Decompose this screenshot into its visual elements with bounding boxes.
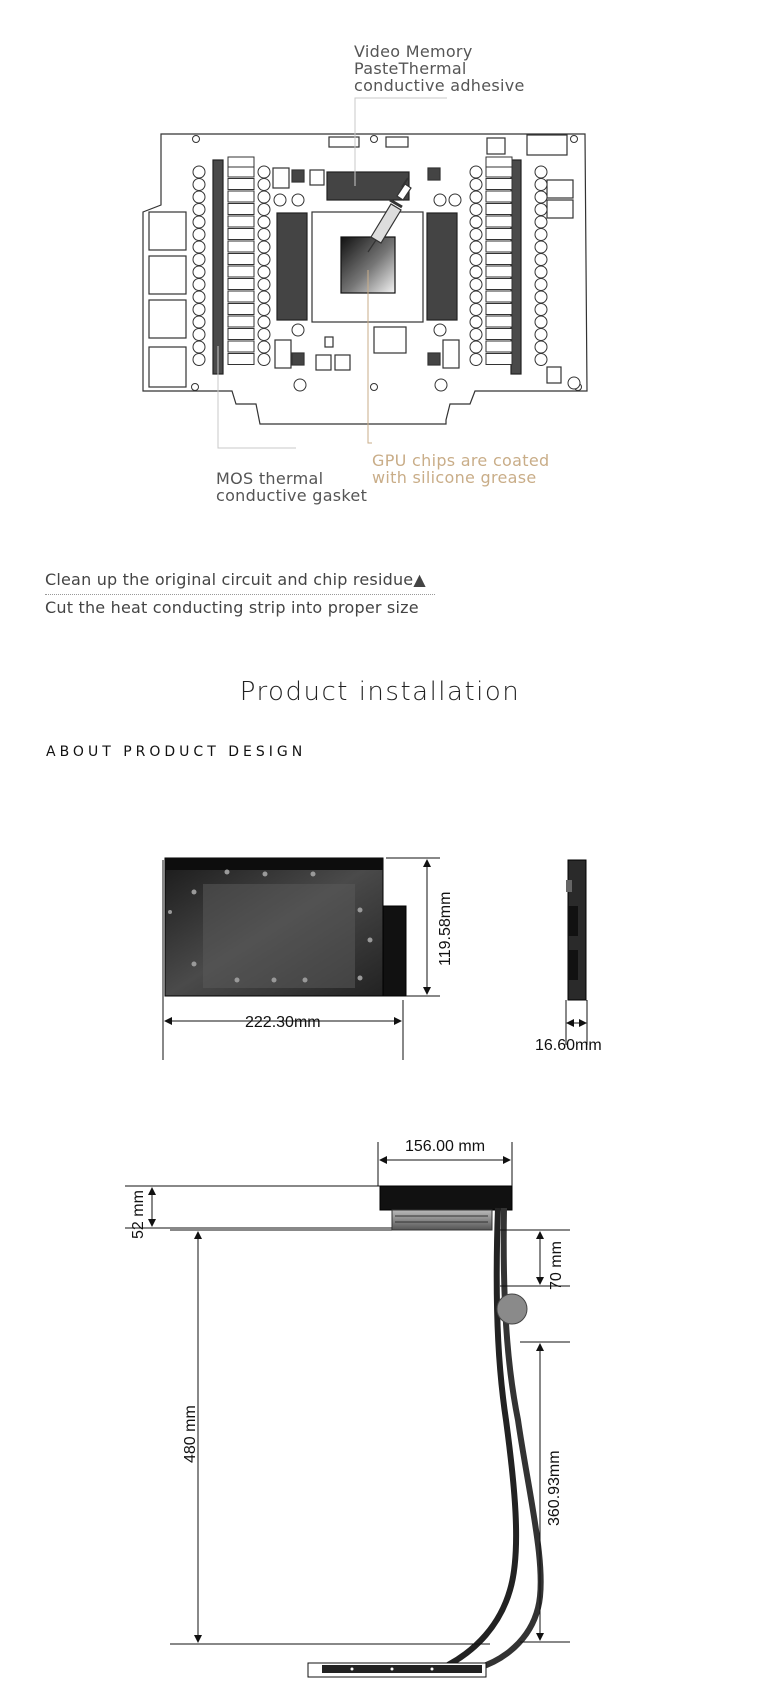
capacitor bbox=[193, 241, 205, 253]
mosfet bbox=[228, 266, 254, 277]
step-clean-up: Clean up the original circuit and chip residue▲ bbox=[45, 570, 426, 589]
mosfet bbox=[486, 254, 512, 265]
capacitor bbox=[193, 166, 205, 178]
mosfet bbox=[228, 279, 254, 290]
capacitor bbox=[193, 316, 205, 328]
mosfet bbox=[228, 191, 254, 202]
capacitor bbox=[258, 354, 270, 366]
capacitor bbox=[535, 179, 547, 191]
mosfet bbox=[228, 241, 254, 252]
callout-mos-line1: MOS thermal bbox=[216, 469, 324, 488]
capacitor bbox=[258, 341, 270, 353]
capacitor bbox=[435, 379, 447, 391]
step-cut-strip: Cut the heat conducting strip into proper size bbox=[45, 598, 419, 617]
capacitor bbox=[470, 191, 482, 203]
callout-memory-line2: PasteThermal bbox=[354, 59, 467, 78]
capacitor bbox=[193, 216, 205, 228]
dim-block-width: 156.00 mm bbox=[405, 1138, 486, 1155]
capacitor bbox=[434, 324, 446, 336]
dim-total-height: 480 mm bbox=[182, 1405, 199, 1463]
mosfet bbox=[228, 204, 254, 215]
dim-front-width: 222.30mm bbox=[245, 1014, 321, 1031]
capacitor bbox=[535, 316, 547, 328]
capacitor bbox=[258, 279, 270, 291]
capacitor bbox=[274, 194, 286, 206]
mosfet bbox=[228, 157, 254, 167]
capacitor bbox=[470, 216, 482, 228]
capacitor bbox=[535, 204, 547, 216]
mount-hole bbox=[571, 136, 578, 143]
capacitor bbox=[258, 191, 270, 203]
section-subtitle: ABOUT PRODUCT DESIGN bbox=[46, 744, 307, 760]
callout-gpu-line2: with silicone grease bbox=[372, 468, 537, 487]
mosfet bbox=[228, 316, 254, 327]
capacitor bbox=[535, 329, 547, 341]
dimension-drawing-install bbox=[0, 1120, 760, 1706]
capacitor bbox=[193, 291, 205, 303]
capacitor bbox=[193, 229, 205, 241]
capacitor bbox=[258, 241, 270, 253]
dim-tube-offset: 70 mm bbox=[548, 1241, 565, 1290]
capacitor bbox=[535, 241, 547, 253]
capacitor bbox=[292, 324, 304, 336]
capacitor bbox=[258, 229, 270, 241]
callout-gpu-line1: GPU chips are coated bbox=[372, 451, 550, 470]
mosfet bbox=[486, 279, 512, 290]
capacitor bbox=[535, 191, 547, 203]
capacitor bbox=[535, 229, 547, 241]
capacitor bbox=[470, 304, 482, 316]
capacitor bbox=[449, 194, 461, 206]
mosfet bbox=[228, 329, 254, 340]
capacitor bbox=[470, 266, 482, 278]
dim-block-height: 52 mm bbox=[130, 1190, 147, 1239]
capacitor bbox=[535, 279, 547, 291]
capacitor bbox=[470, 166, 482, 178]
step-divider bbox=[45, 594, 435, 595]
capacitor bbox=[193, 279, 205, 291]
capacitor bbox=[258, 266, 270, 278]
capacitor bbox=[535, 304, 547, 316]
mount-hole bbox=[371, 384, 378, 391]
radiator bbox=[380, 1186, 512, 1210]
mosfet bbox=[486, 241, 512, 252]
capacitor bbox=[193, 354, 205, 366]
mosfet bbox=[228, 229, 254, 240]
capacitor bbox=[535, 216, 547, 228]
callout-memory-line1: Video Memory bbox=[354, 42, 473, 61]
mosfet bbox=[228, 166, 254, 177]
callout-memory-line3: conductive adhesive bbox=[354, 76, 525, 95]
capacitor bbox=[292, 194, 304, 206]
capacitor bbox=[258, 304, 270, 316]
capacitor bbox=[193, 179, 205, 191]
section-title: Product installation bbox=[239, 677, 521, 707]
capacitor bbox=[470, 204, 482, 216]
capacitor bbox=[258, 316, 270, 328]
mosfet bbox=[228, 304, 254, 315]
mosfet bbox=[228, 254, 254, 265]
mosfet bbox=[486, 179, 512, 190]
mosfet bbox=[486, 291, 512, 302]
capacitor bbox=[193, 254, 205, 266]
callout-mos-line2: conductive gasket bbox=[216, 486, 368, 505]
capacitor bbox=[535, 341, 547, 353]
dimension-drawing-front bbox=[0, 840, 760, 1070]
capacitor bbox=[470, 279, 482, 291]
capacitor bbox=[258, 166, 270, 178]
mosfet bbox=[486, 229, 512, 240]
mosfet bbox=[486, 166, 512, 177]
capacitor bbox=[470, 179, 482, 191]
mosfet bbox=[228, 341, 254, 352]
capacitor bbox=[258, 291, 270, 303]
dim-front-height: 119.58mm bbox=[437, 891, 454, 966]
mount-hole bbox=[193, 136, 200, 143]
capacitor bbox=[470, 241, 482, 253]
capacitor bbox=[535, 166, 547, 178]
capacitor bbox=[258, 179, 270, 191]
capacitor bbox=[535, 354, 547, 366]
mosfet bbox=[486, 329, 512, 340]
dim-side-thickness: 16.60mm bbox=[535, 1037, 602, 1054]
mount-hole bbox=[192, 384, 199, 391]
mosfet bbox=[228, 291, 254, 302]
capacitor bbox=[470, 316, 482, 328]
dim-tube-length: 360.93mm bbox=[546, 1450, 563, 1526]
pump bbox=[497, 1294, 527, 1324]
mosfet bbox=[486, 216, 512, 227]
capacitor bbox=[568, 377, 580, 389]
mosfet bbox=[486, 157, 512, 167]
capacitor bbox=[535, 254, 547, 266]
capacitor bbox=[258, 204, 270, 216]
capacitor bbox=[470, 354, 482, 366]
mosfet bbox=[486, 204, 512, 215]
capacitor bbox=[470, 254, 482, 266]
capacitor bbox=[193, 204, 205, 216]
capacitor bbox=[193, 304, 205, 316]
mount-hole bbox=[371, 136, 378, 143]
mosfet bbox=[486, 266, 512, 277]
capacitor bbox=[470, 229, 482, 241]
capacitor bbox=[193, 329, 205, 341]
mosfet bbox=[486, 316, 512, 327]
capacitor bbox=[193, 191, 205, 203]
capacitor bbox=[258, 254, 270, 266]
capacitor bbox=[470, 291, 482, 303]
capacitor bbox=[258, 329, 270, 341]
capacitor bbox=[193, 341, 205, 353]
capacitor bbox=[258, 216, 270, 228]
mosfet bbox=[486, 191, 512, 202]
capacitor bbox=[470, 329, 482, 341]
mosfet bbox=[228, 179, 254, 190]
mosfet bbox=[228, 216, 254, 227]
mosfet bbox=[228, 354, 254, 365]
mosfet bbox=[486, 304, 512, 315]
capacitor bbox=[193, 266, 205, 278]
capacitor bbox=[470, 341, 482, 353]
capacitor bbox=[535, 291, 547, 303]
capacitor bbox=[294, 379, 306, 391]
capacitor bbox=[434, 194, 446, 206]
capacitor bbox=[535, 266, 547, 278]
mosfet bbox=[486, 354, 512, 365]
mosfet bbox=[486, 341, 512, 352]
